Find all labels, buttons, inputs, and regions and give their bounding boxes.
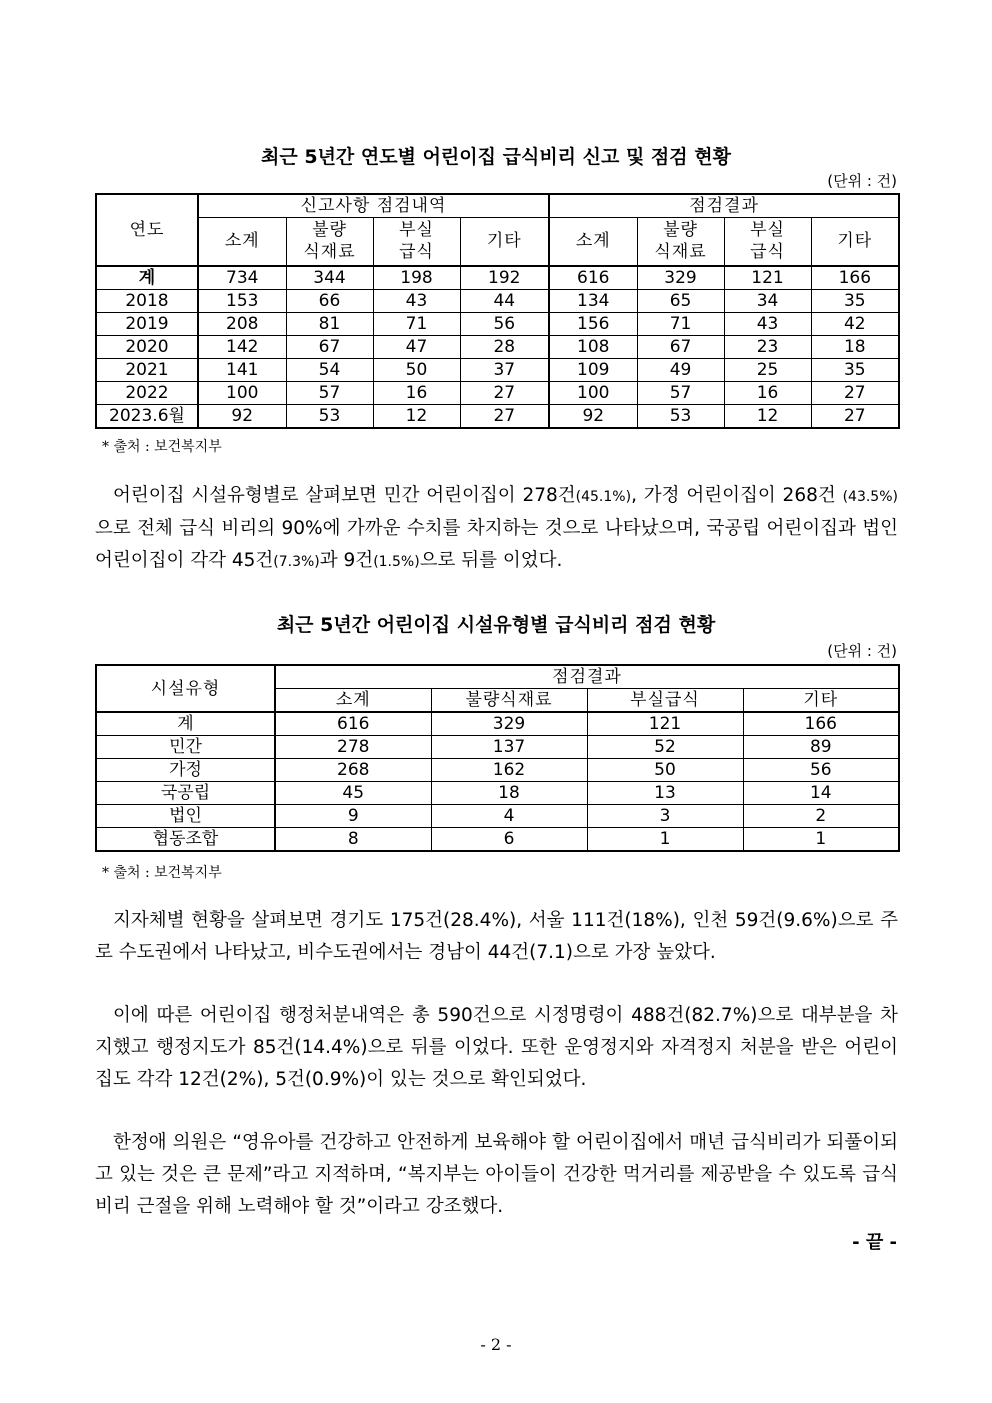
cell: 92 bbox=[549, 404, 637, 428]
row-label: 국공립 bbox=[96, 782, 275, 805]
cell: 50 bbox=[587, 759, 743, 782]
end-mark: - 끝 - bbox=[852, 1232, 897, 1253]
table1-col-bad-ingredients bbox=[286, 218, 373, 266]
para1-text-b: (45.1%) bbox=[575, 489, 632, 505]
para1-text-i: 으로 뒤를 이었다. bbox=[419, 550, 563, 571]
cell: 56 bbox=[460, 312, 549, 335]
cell: 54 bbox=[286, 358, 373, 381]
table2-title: 최근 5년간 어린이집 시설유형별 급식비리 점검 현황 bbox=[276, 614, 716, 636]
cell: 1 bbox=[743, 828, 899, 852]
cell: 92 bbox=[198, 404, 286, 428]
para1-text-g: 과 9건 bbox=[319, 550, 374, 571]
cell: 166 bbox=[811, 266, 899, 290]
cell: 208 bbox=[198, 312, 286, 335]
cell: 47 bbox=[373, 335, 460, 358]
cell: 329 bbox=[637, 266, 724, 290]
cell: 57 bbox=[637, 381, 724, 404]
cell: 14 bbox=[743, 782, 899, 805]
cell: 156 bbox=[549, 312, 637, 335]
table2-header-group: 점검결과 bbox=[275, 665, 899, 689]
table-row bbox=[96, 805, 899, 828]
row-label: 민간 bbox=[96, 736, 275, 759]
cell: 53 bbox=[637, 404, 724, 428]
cell: 198 bbox=[373, 266, 460, 290]
cell: 268 bbox=[275, 759, 431, 782]
table1-title: 최근 5년간 연도별 어린이집 급식비리 신고 및 점검 현황 bbox=[261, 146, 731, 168]
table1-header-year: 연도 bbox=[96, 194, 198, 266]
paragraph-4: 한정애 의원은 “영유아를 건강하고 안전하게 보육해야 할 어린이집에서 매년 급식비리가 되풀이되고 있는 것은 큰 문제”라고 지적하며, “복지부는 아이들이 건강한 먹거리를 제공받을 수 있도록 급식비리 근절을 위해 노력해야 할 것”이라고 강조했다. bbox=[95, 1132, 898, 1217]
cell: 16 bbox=[373, 381, 460, 404]
cell: 37 bbox=[460, 358, 549, 381]
para1-text-f: (7.3%) bbox=[273, 554, 320, 570]
table2-col-other: 기타 bbox=[743, 689, 899, 713]
table-row bbox=[96, 712, 899, 736]
cell: 344 bbox=[286, 266, 373, 290]
cell: 71 bbox=[373, 312, 460, 335]
table2-col-poor-meals: 부실급식 bbox=[587, 689, 743, 713]
cell: 57 bbox=[286, 381, 373, 404]
table1-col-bad-line2: 식재료 bbox=[303, 242, 356, 263]
table-row bbox=[96, 759, 899, 782]
table-row bbox=[96, 358, 899, 381]
table1-col2-bad-ingredients bbox=[637, 218, 724, 266]
table-row bbox=[96, 736, 899, 759]
cell: 1 bbox=[587, 828, 743, 852]
table1-col2-poor-line1: 부실 bbox=[750, 220, 785, 241]
cell: 42 bbox=[811, 312, 899, 335]
table1-col-subtotal: 소계 bbox=[198, 218, 286, 266]
cell: 43 bbox=[373, 289, 460, 312]
table1-col2-poor-line2: 급식 bbox=[750, 242, 785, 263]
cell: 35 bbox=[811, 289, 899, 312]
page-number: - 2 - bbox=[480, 1335, 512, 1354]
cell: 6 bbox=[431, 828, 587, 852]
cell: 71 bbox=[637, 312, 724, 335]
paragraph-2: 지자체별 현황을 살펴보면 경기도 175건(28.4%), 서울 111건(18%), 인천 59건(9.6%)으로 주로 수도권에서 나타났고, 비수도권에서는 경남이 44건(7.1)으로 가장 높았다. bbox=[95, 910, 898, 963]
cell: 53 bbox=[286, 404, 373, 428]
cell: 108 bbox=[549, 335, 637, 358]
table2-unit: (단위 : 건) bbox=[827, 642, 897, 660]
table-row bbox=[96, 828, 899, 852]
table2 bbox=[95, 664, 900, 852]
table1-header-group2: 점검결과 bbox=[549, 194, 899, 218]
cell: 141 bbox=[198, 358, 286, 381]
cell: 162 bbox=[431, 759, 587, 782]
table-row bbox=[96, 335, 899, 358]
cell: 27 bbox=[811, 404, 899, 428]
table-row bbox=[96, 782, 899, 805]
cell: 25 bbox=[724, 358, 811, 381]
cell: 66 bbox=[286, 289, 373, 312]
table1-col2-bad-line1: 불량 bbox=[663, 220, 698, 241]
table2-col-bad-ingredients: 불량식재료 bbox=[431, 689, 587, 713]
cell: 43 bbox=[724, 312, 811, 335]
table2-header-type: 시설유형 bbox=[96, 665, 275, 712]
cell: 137 bbox=[431, 736, 587, 759]
cell: 121 bbox=[587, 712, 743, 736]
table-row bbox=[96, 381, 899, 404]
table-row bbox=[96, 312, 899, 335]
table-row bbox=[96, 289, 899, 312]
cell: 12 bbox=[724, 404, 811, 428]
cell: 142 bbox=[198, 335, 286, 358]
cell: 109 bbox=[549, 358, 637, 381]
cell: 153 bbox=[198, 289, 286, 312]
cell: 23 bbox=[724, 335, 811, 358]
cell: 121 bbox=[724, 266, 811, 290]
row-label: 협동조합 bbox=[96, 828, 275, 852]
paragraph-3: 이에 따른 어린이집 행정처분내역은 총 590건으로 시정명령이 488건(82.7%)으로 대부분을 차지했고 행정지도가 85건(14.4%)으로 뒤를 이었다. 또한 운영정지와 자격정지 처분을 받은 어린이집도 각각 12건(2%), 5건(0.9%)이 있는 것으로 확인되었다. bbox=[95, 1005, 898, 1090]
cell: 18 bbox=[431, 782, 587, 805]
cell: 616 bbox=[549, 266, 637, 290]
cell: 278 bbox=[275, 736, 431, 759]
cell: 65 bbox=[637, 289, 724, 312]
cell: 2 bbox=[743, 805, 899, 828]
cell: 616 bbox=[275, 712, 431, 736]
table-row bbox=[96, 404, 899, 428]
row-label: 가정 bbox=[96, 759, 275, 782]
cell: 56 bbox=[743, 759, 899, 782]
table1 bbox=[95, 193, 900, 429]
row-label: 법인 bbox=[96, 805, 275, 828]
cell: 18 bbox=[811, 335, 899, 358]
cell: 67 bbox=[637, 335, 724, 358]
row-label: 2021 bbox=[96, 358, 198, 381]
cell: 329 bbox=[431, 712, 587, 736]
cell: 8 bbox=[275, 828, 431, 852]
table1-col2-poor-meals bbox=[724, 218, 811, 266]
table1-col-poor-line1: 부실 bbox=[399, 220, 434, 241]
row-label: 2023.6월 bbox=[96, 404, 198, 428]
cell: 3 bbox=[587, 805, 743, 828]
cell: 100 bbox=[198, 381, 286, 404]
cell: 50 bbox=[373, 358, 460, 381]
cell: 734 bbox=[198, 266, 286, 290]
table2-col-subtotal: 소계 bbox=[275, 689, 431, 713]
table1-col2-other: 기타 bbox=[811, 218, 899, 266]
table1-col-other: 기타 bbox=[460, 218, 549, 266]
row-label: 계 bbox=[96, 712, 275, 736]
cell: 34 bbox=[724, 289, 811, 312]
row-label: 2020 bbox=[96, 335, 198, 358]
cell: 28 bbox=[460, 335, 549, 358]
cell: 9 bbox=[275, 805, 431, 828]
cell: 192 bbox=[460, 266, 549, 290]
cell: 27 bbox=[460, 404, 549, 428]
para1-text-c: , 가정 어린이집이 268건 bbox=[631, 485, 836, 506]
para1-text-a: 어린이집 시설유형별로 살펴보면 민간 어린이집이 278건 bbox=[113, 485, 576, 506]
cell: 89 bbox=[743, 736, 899, 759]
table1-header-group1: 신고사항 점검내역 bbox=[198, 194, 549, 218]
para1-text-h: (1.5%) bbox=[373, 554, 420, 570]
cell: 12 bbox=[373, 404, 460, 428]
table1-col2-subtotal: 소계 bbox=[549, 218, 637, 266]
cell: 45 bbox=[275, 782, 431, 805]
cell: 35 bbox=[811, 358, 899, 381]
cell: 44 bbox=[460, 289, 549, 312]
cell: 81 bbox=[286, 312, 373, 335]
cell: 27 bbox=[460, 381, 549, 404]
cell: 52 bbox=[587, 736, 743, 759]
table1-col-poor-line2: 급식 bbox=[399, 242, 434, 263]
table2-source: * 출처 : 보건복지부 bbox=[102, 865, 222, 881]
cell: 49 bbox=[637, 358, 724, 381]
table1-unit: (단위 : 건) bbox=[827, 172, 897, 190]
table-row bbox=[96, 266, 899, 290]
para1-text-e: 으로 전체 급식 비리의 90%에 가까운 수치를 차지하는 것으로 나타났으며, 국공립 어린이집과 법인 어린이집이 각각 45건 bbox=[95, 518, 898, 571]
table1-col-poor-meals bbox=[373, 218, 460, 266]
table1-col-bad-line1: 불량 bbox=[312, 220, 347, 241]
row-label: 2019 bbox=[96, 312, 198, 335]
cell: 13 bbox=[587, 782, 743, 805]
row-label: 계 bbox=[96, 266, 198, 290]
para1-text-d: (43.5%) bbox=[842, 489, 898, 505]
cell: 134 bbox=[549, 289, 637, 312]
cell: 67 bbox=[286, 335, 373, 358]
cell: 166 bbox=[743, 712, 899, 736]
row-label: 2022 bbox=[96, 381, 198, 404]
paragraph-1 bbox=[95, 480, 898, 578]
cell: 4 bbox=[431, 805, 587, 828]
cell: 100 bbox=[549, 381, 637, 404]
cell: 27 bbox=[811, 381, 899, 404]
row-label: 2018 bbox=[96, 289, 198, 312]
table1-source: * 출처 : 보건복지부 bbox=[102, 439, 222, 455]
cell: 16 bbox=[724, 381, 811, 404]
table1-col2-bad-line2: 식재료 bbox=[654, 242, 707, 263]
